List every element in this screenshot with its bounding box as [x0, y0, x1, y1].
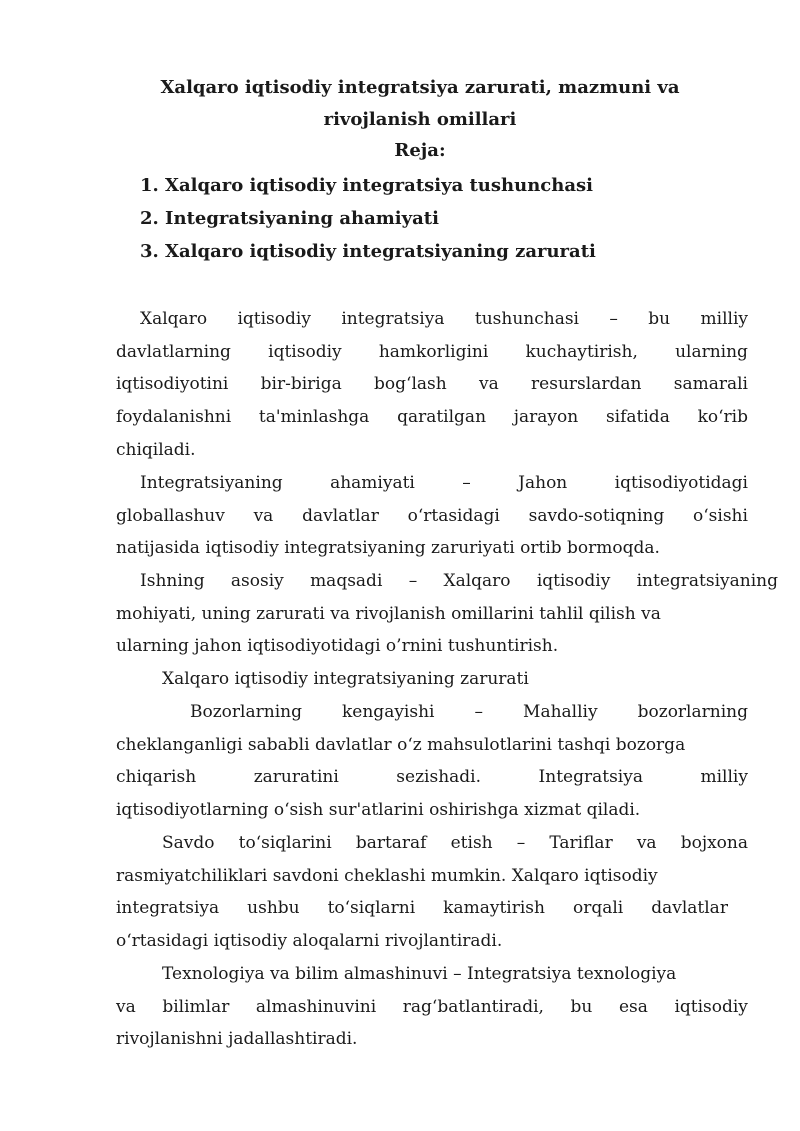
word: integratsiya — [341, 309, 445, 329]
document-title — [100, 72, 700, 136]
paragraph-goal — [116, 565, 778, 663]
text-line — [116, 761, 748, 794]
word: Mahalliy — [523, 702, 598, 722]
text-line: chiqiladi. — [116, 439, 196, 460]
word: iqtisodiy — [674, 996, 748, 1017]
word: kuchaytirish, — [525, 341, 638, 362]
word: Xalqaro — [140, 309, 208, 329]
word: bilimlar — [162, 996, 230, 1017]
word: davlatlar — [302, 505, 379, 526]
paragraph-barriers — [116, 827, 748, 958]
text-line — [116, 500, 748, 533]
word: va — [253, 505, 274, 526]
word: iqtisodiy — [536, 571, 611, 591]
word: integratsiya — [116, 898, 220, 919]
word: rag‘batlantiradi, — [402, 996, 544, 1017]
word: bu — [570, 996, 593, 1017]
word: Bozorlarning — [190, 702, 302, 722]
word: iqtisodiyotidagi — [614, 473, 748, 493]
paragraph-definition — [116, 303, 748, 466]
word: Jahon — [518, 473, 568, 493]
word: va — [479, 374, 499, 395]
word: resurslardan — [531, 374, 642, 395]
text-line: Texnologiya va bilim almashinuvi – Integratsiya texnologiya — [162, 964, 677, 984]
word: to‘siqlarni — [327, 898, 416, 919]
word: kamaytirish — [443, 898, 545, 919]
text-line: Xalqaro iqtisodiy integratsiyaning zarurati — [162, 669, 529, 689]
text-line — [116, 827, 748, 860]
word: – — [408, 571, 418, 591]
word: to‘siqlarini — [238, 833, 332, 853]
text-line — [116, 991, 748, 1024]
word: asosiy — [230, 571, 284, 591]
title-line-2: rivojlanish omillari — [323, 109, 517, 130]
text-line: cheklanganligi sababli davlatlar o‘z mahsulotlarini tashqi bozorga — [116, 734, 686, 755]
word: ta'minlashga — [258, 407, 370, 428]
word: zaruratini — [253, 767, 339, 788]
text-line — [116, 892, 728, 925]
word: tushunchasi — [474, 309, 579, 329]
plan-item: 1. Xalqaro iqtisodiy integratsiya tushunchasi — [140, 175, 593, 196]
paragraph-technology — [116, 958, 748, 1056]
word: hamkorligini — [378, 341, 489, 362]
word: kengayishi — [342, 702, 435, 722]
word: bir-biriga — [260, 374, 342, 395]
word: iqtisodiy — [268, 341, 342, 362]
section-subheading — [116, 663, 748, 696]
word: davlatlarning — [116, 341, 231, 362]
word: integratsiyaning — [636, 571, 778, 591]
text-line — [116, 368, 748, 401]
word: bu — [648, 309, 671, 329]
word: – — [516, 833, 526, 853]
word: Tariflar — [549, 833, 613, 853]
text-line — [116, 401, 748, 434]
word: samarali — [673, 374, 748, 395]
word: – — [462, 473, 471, 493]
text-line: o‘rtasidagi iqtisodiy aloqalarni rivojlantiradi. — [116, 931, 503, 952]
paragraph-importance — [116, 467, 748, 565]
word: ushbu — [247, 898, 300, 919]
word: – — [474, 702, 484, 722]
word: Savdo — [162, 833, 215, 853]
word: ko‘rib — [697, 407, 748, 428]
word: sezishadi. — [396, 767, 482, 788]
word: Xalqaro — [443, 571, 511, 591]
plan-item: 3. Xalqaro iqtisodiy integratsiyaning zarurati — [140, 241, 596, 262]
text-line: iqtisodiyotlarning o‘sish sur'atlarini oshirishga xizmat qiladi. — [116, 800, 641, 821]
word: bartaraf — [355, 833, 427, 853]
word: ahamiyati — [330, 473, 415, 493]
text-line: rivojlanishni jadallashtiradi. — [116, 1029, 358, 1050]
word: milliy — [700, 767, 748, 788]
word: savdo-sotiqning — [528, 505, 665, 526]
word: foydalanishni — [116, 407, 232, 428]
text-line — [116, 336, 748, 369]
word: milliy — [700, 309, 748, 329]
word: bozorlarning — [637, 702, 748, 722]
title-line-1: Xalqaro iqtisodiy integratsiya zarurati, mazmuni va — [160, 77, 680, 98]
text-line: mohiyati, uning zarurati va rivojlanish omillarini tahlil qilish va — [116, 603, 661, 624]
word: orqali — [572, 898, 624, 919]
word: chiqarish — [116, 767, 197, 788]
word: Ishning — [140, 571, 205, 591]
word: etish — [450, 833, 493, 853]
word: – — [609, 309, 618, 329]
word: iqtisodiy — [237, 309, 311, 329]
word: esa — [618, 996, 648, 1017]
word: Integratsiyaning — [140, 473, 283, 493]
plan-heading: Reja: — [394, 140, 446, 161]
text-line: natijasida iqtisodiy integratsiyaning zaruriyati ortib bormoqda. — [116, 538, 660, 559]
text-line: rasmiyatchiliklari savdoni cheklashi mumkin. Xalqaro iqtisodiy — [116, 865, 658, 886]
word: va — [116, 996, 136, 1017]
word: davlatlar — [651, 898, 728, 919]
word: Integratsiya — [538, 767, 643, 788]
text-line — [116, 303, 748, 336]
word: maqsadi — [310, 571, 383, 591]
text-line — [116, 467, 748, 500]
plan-item: 2. Integratsiyaning ahamiyati — [140, 208, 439, 229]
word: qaratilgan — [397, 407, 487, 428]
paragraph-markets — [116, 696, 748, 827]
text-line — [116, 696, 748, 729]
word: almashinuvini — [255, 996, 377, 1017]
plan-list — [140, 172, 596, 271]
text-line — [116, 565, 778, 598]
word: globallashuv — [116, 505, 225, 526]
word: va — [636, 833, 657, 853]
word: o‘sishi — [693, 505, 748, 526]
word: jarayon — [513, 407, 579, 428]
word: bog‘lash — [374, 374, 447, 395]
word: ularning — [675, 341, 748, 362]
word: sifatida — [605, 407, 670, 428]
word: iqtisodiyotini — [116, 374, 229, 395]
text-line: ularning jahon iqtisodiyotidagi o’rnini tushuntirish. — [116, 636, 559, 657]
word: bojxona — [680, 833, 748, 853]
word: o‘rtasidagi — [407, 505, 500, 526]
